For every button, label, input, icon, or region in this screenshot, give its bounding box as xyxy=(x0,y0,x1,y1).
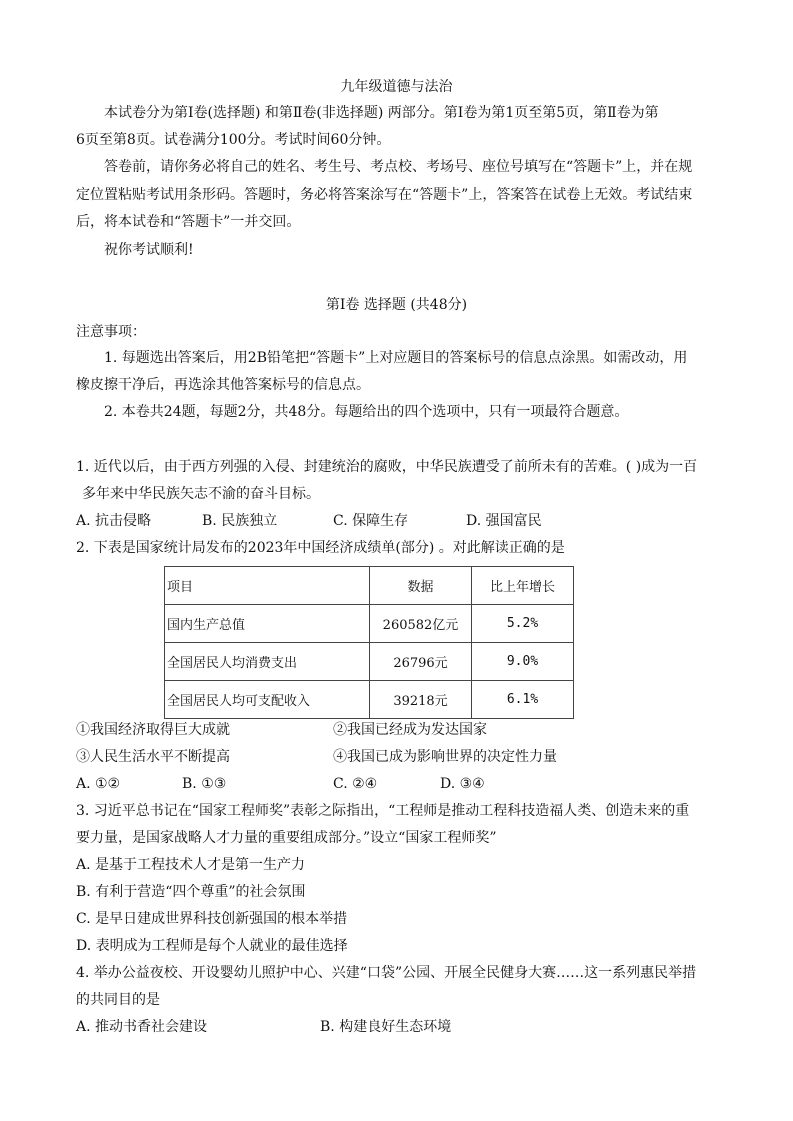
question-4-option-a: A. 推动书香社会建设 xyxy=(76,1019,208,1035)
note-line: 1. 每题选出答案后，用2B铅笔把“答题卡”上对应题目的答案标号的信息点涂黑。如需改动，用 xyxy=(104,350,688,366)
question-2-option-c: C. ②④ xyxy=(333,776,378,792)
question-3-stem: 要力量，是国家战略人才力量的重要组成部分。”设立“国家工程师奖” xyxy=(76,830,497,846)
good-luck-text: 祝你考试顺利! xyxy=(104,242,194,258)
table-cell: 6.1% xyxy=(472,681,574,719)
table-cell: 5.2% xyxy=(472,605,574,643)
section-title: 第Ⅰ卷 选择题 (共48分) xyxy=(325,297,468,313)
question-3-option-d: D. 表明成为工程师是每个人就业的最佳选择 xyxy=(76,938,348,954)
table-cell: 国内生产总值 xyxy=(165,605,370,643)
question-2-option-b: B. ①③ xyxy=(182,776,227,792)
question-2-statement-3: ③人民生活水平不断提高 xyxy=(76,749,230,765)
note-line: 橡皮擦干净后，再选涂其他答案标号的信息点。 xyxy=(76,377,370,393)
question-4-stem: 4. 举办公益夜校、开设婴幼儿照护中心、兴建“口袋”公园、开展全民健身大赛……这一系列惠民举措 xyxy=(76,965,697,981)
table-cell: 9.0% xyxy=(472,643,574,681)
intro-line: 答卷前，请你务必将自己的姓名、考生号、考点校、考场号、座位号填写在“答题卡”上，并在规 xyxy=(104,159,693,175)
question-3-option-a: A. 是基于工程技术人才是第一生产力 xyxy=(76,857,306,873)
question-1-option-d: D. 强国富民 xyxy=(466,513,542,529)
question-2-statement-1: ①我国经济取得巨大成就 xyxy=(76,722,230,738)
intro-line: 后，将本试卷和“答题卡”一并交回。 xyxy=(76,214,301,230)
intro-line: 本试卷分为第Ⅰ卷(选择题) 和第Ⅱ卷(非选择题) 两部分。第Ⅰ卷为第1页至第5页，第Ⅱ卷为第 xyxy=(104,105,659,121)
question-2-statement-2: ②我国已经成为发达国家 xyxy=(333,722,487,738)
question-4-stem: 的共同目的是 xyxy=(76,992,160,1008)
table-cell: 全国居民人均可支配收入 xyxy=(165,681,370,719)
table-header-row xyxy=(165,567,574,605)
table-cell: 全国居民人均消费支出 xyxy=(165,643,370,681)
question-1-option-a: A. 抗击侵略 xyxy=(76,513,152,529)
question-1-option-b: B. 民族独立 xyxy=(202,513,278,529)
table-row xyxy=(165,681,574,719)
table-row xyxy=(165,605,574,643)
exam-title: 九年级道德与法治 xyxy=(340,79,453,95)
question-2-option-d: D. ③④ xyxy=(440,776,485,792)
table-header-cell: 数据 xyxy=(370,567,472,605)
table-header-cell: 项目 xyxy=(165,567,370,605)
question-3-option-b: B. 有利于营造“四个尊重”的社会氛围 xyxy=(76,884,306,900)
question-2-stem: 2. 下表是国家统计局发布的2023年中国经济成绩单(部分) 。对此解读正确的是 xyxy=(76,540,565,556)
table-cell: 39218元 xyxy=(370,681,472,719)
table-cell: 260582亿元 xyxy=(370,605,472,643)
question-1-stem: 多年来中华民族矢志不渝的奋斗目标。 xyxy=(82,486,320,502)
question-2-statement-4: ④我国已成为影响世界的决定性力量 xyxy=(333,749,557,765)
question-3-stem: 3. 习近平总书记在“国家工程师奖”表彰之际指出，“工程师是推动工程科技造福人类、创造未来的重 xyxy=(76,803,690,819)
question-3-option-c: C. 是早日建成世界科技创新强国的根本举措 xyxy=(76,911,348,927)
intro-line: 6页至第8页。试卷满分100分。考试时间60分钟。 xyxy=(76,132,391,148)
question-2-option-a: A. ①② xyxy=(76,776,121,792)
economy-table xyxy=(164,566,574,719)
notes-label: 注意事项： xyxy=(76,324,146,340)
note-line: 2. 本卷共24题，每题2分，共48分。每题给出的四个选项中，只有一项最符合题意。 xyxy=(104,404,629,420)
table-header-cell: 比上年增长 xyxy=(472,567,574,605)
table-cell: 26796元 xyxy=(370,643,472,681)
question-4-option-b: B. 构建良好生态环境 xyxy=(320,1019,452,1035)
question-1-stem: 1. 近代以后，由于西方列强的入侵、封建统治的腐败，中华民族遭受了前所未有的苦难。( )成为一百 xyxy=(76,459,698,475)
question-1-option-c: C. 保障生存 xyxy=(333,513,409,529)
intro-line: 定位置粘贴考试用条形码。答题时，务必将答案涂写在“答题卡”上，答案答在试卷上无效。考试结束 xyxy=(76,187,693,203)
table-row xyxy=(165,643,574,681)
